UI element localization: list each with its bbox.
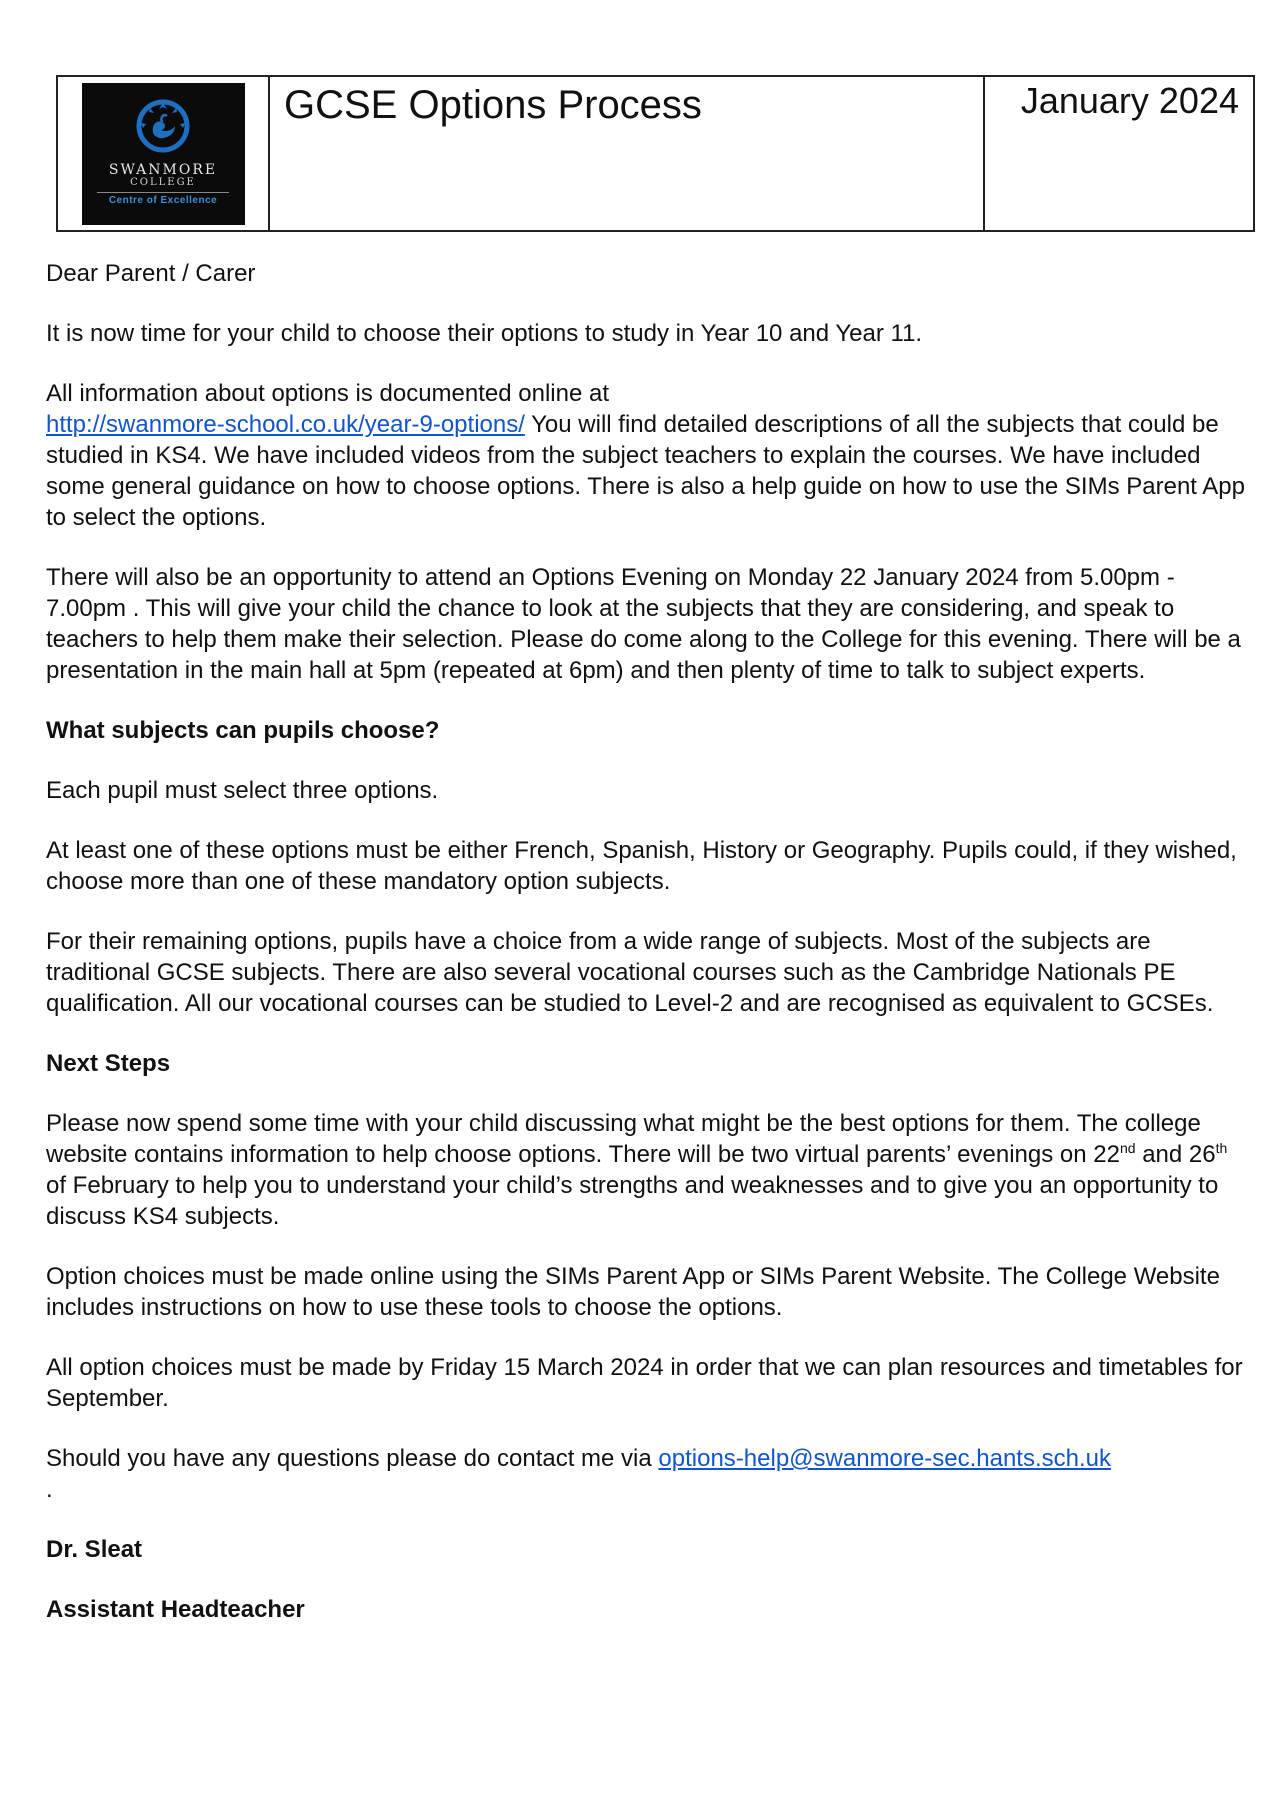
- paragraph-three-options: Each pupil must select three options.: [46, 777, 439, 804]
- paragraph-parents-evenings: [46, 1108, 1246, 1232]
- paragraph-deadline: All option choices must be made by Friday 15 March 2024 in order that we can plan resources and timetables for September.: [46, 1354, 1243, 1412]
- swan-crest-icon: [132, 95, 194, 157]
- paragraph-online-info: [46, 378, 1246, 533]
- online-info-intro: All information about options is documented online at: [46, 380, 610, 407]
- parents-evenings-text-a: Please now spend some time with your child discussing what might be the best options for them. The college website contains information to help choose options. There will be two virtual parents’ evenings on 22: [46, 1110, 1201, 1168]
- signature-title: Assistant Headteacher: [46, 1596, 305, 1623]
- heading-subjects: What subjects can pupils choose?: [46, 717, 440, 744]
- heading-next-steps: Next Steps: [46, 1050, 171, 1077]
- logo-divider: [97, 192, 229, 193]
- paragraph-intro: It is now time for your child to choose their options to study in Year 10 and Year 11.: [46, 320, 923, 347]
- document-title: GCSE Options Process: [284, 83, 702, 127]
- date-cell: [985, 77, 1253, 230]
- options-page-link[interactable]: http://swanmore-school.co.uk/year-9-options/: [46, 411, 525, 438]
- ordinal-suffix-th: th: [1215, 1140, 1228, 1156]
- contact-email-link[interactable]: options-help@swanmore-sec.hants.sch.uk: [658, 1445, 1111, 1472]
- logo-text-tagline: Centre of Excellence: [108, 194, 218, 206]
- paragraph-mandatory-options: At least one of these options must be either French, Spanish, History or Geography. Pupils could, if they wished, choose more than one of these mandatory option subjects.: [46, 837, 1237, 895]
- parents-evenings-text-c: of February to help you to understand your child’s strengths and weaknesses and to give you an opportunity to discuss KS4 subjects.: [46, 1172, 1219, 1230]
- ordinal-suffix-nd: nd: [1119, 1140, 1136, 1156]
- paragraph-remaining-options: For their remaining options, pupils have a choice from a wide range of subjects. Most of the subjects are traditional GCSE subjects. There are also several vocational courses such as the Cambridge Nationals PE qualification. All our vocational courses can be studied to Level-2 and are recognised as equivalent to GCSEs.: [46, 928, 1214, 1017]
- salutation: Dear Parent / Carer: [46, 260, 256, 287]
- contact-text: Should you have any questions please do contact me via: [46, 1445, 659, 1472]
- letter-body: [46, 258, 1246, 1654]
- logo-text-college: COLLEGE: [130, 176, 196, 188]
- logo-cell: [58, 77, 270, 230]
- paragraph-options-evening: There will also be an opportunity to attend an Options Evening on Monday 22 January 2024 from 5.00pm - 7.00pm . This will give your child the chance to look at the subjects that they are considering, and speak to teachers to help them make their selection. Please do come along to the College for this evening. There will be a presentation in the main hall at 5pm (repeated at 6pm) and then plenty of time to talk to subject experts.: [46, 564, 1241, 684]
- document-date: January 2024: [1020, 80, 1239, 121]
- online-info-rest: You will find detailed descriptions of all the subjects that could be studied in KS4. We have included videos from the subject teachers to explain the courses. We have included some general guidance on how to choose options. There is also a help guide on how to use the SIMs Parent App to select the options.: [46, 411, 1246, 531]
- header-table: [56, 75, 1255, 232]
- paragraph-sims-app: Option choices must be made online using the SIMs Parent App or SIMs Parent Website. The College Website includes instructions on how to use these tools to choose the options.: [46, 1263, 1220, 1321]
- contact-trailing-period: .: [46, 1476, 53, 1503]
- paragraph-contact: [46, 1443, 1246, 1505]
- parents-evenings-text-b: and 26: [1135, 1141, 1216, 1168]
- title-cell: [270, 77, 985, 230]
- logo-text-swanmore: SWANMORE: [108, 161, 218, 178]
- college-logo: [82, 83, 245, 225]
- signature-name: Dr. Sleat: [46, 1536, 143, 1563]
